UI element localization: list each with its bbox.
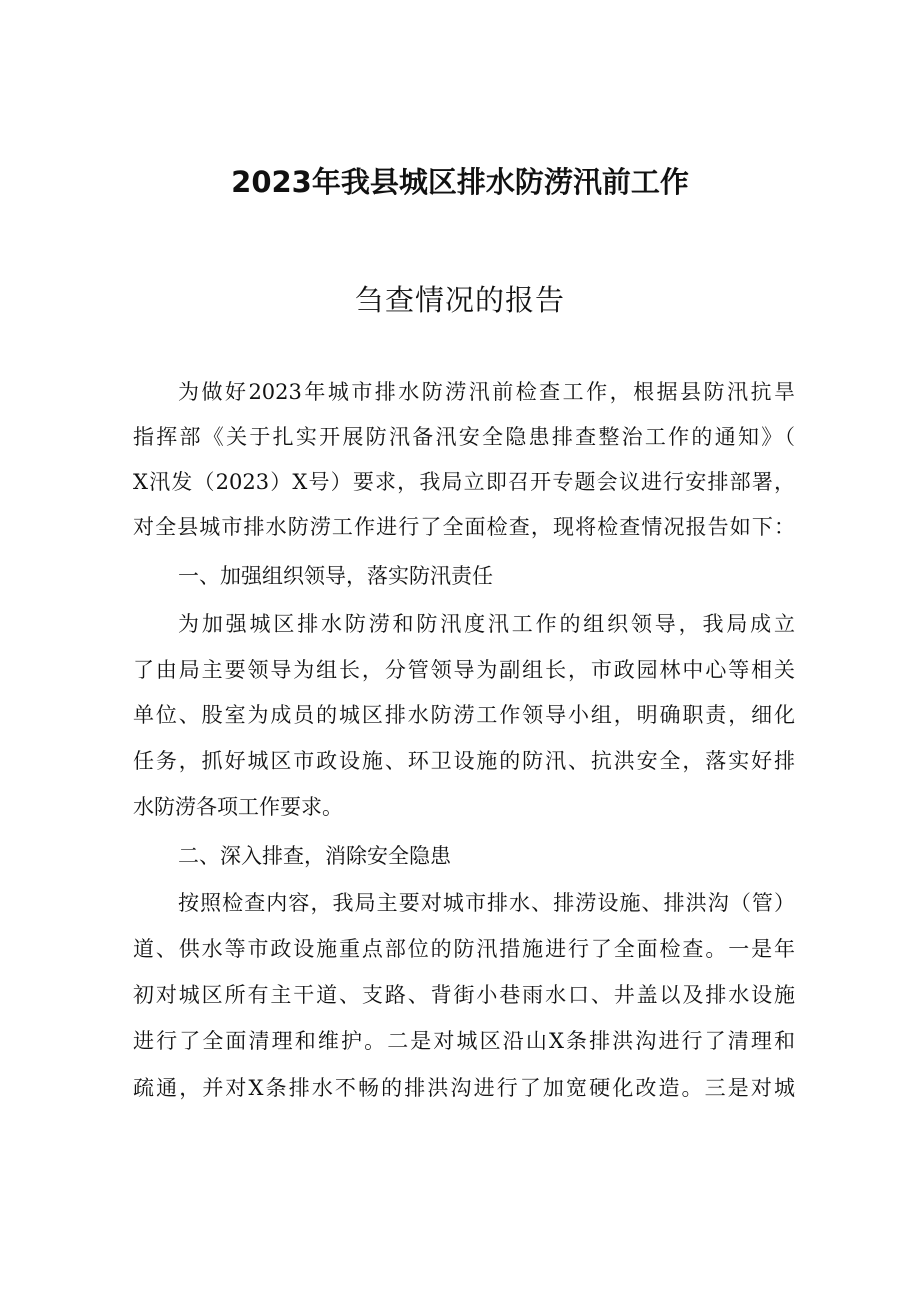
paragraph-line: 任务，抓好城区市政设施、环卫设施的防汛、抗洪安全，落实好排 xyxy=(133,749,795,773)
section-heading-2: 二、深入排查，消除安全隐患 xyxy=(178,844,451,868)
paragraph-line: X汛发（2023）X号）要求，我局立即召开专题会议进行安排部署， xyxy=(133,470,795,494)
section-heading-1: 一、加强组织领导，落实防汛责任 xyxy=(178,564,493,588)
paragraph-line: 为加强城区排水防涝和防汛度汛工作的组织领导，我局成立 xyxy=(178,612,795,636)
paragraph-line: 按照检查内容，我局主要对城市排水、排涝设施、排洪沟（管） xyxy=(178,891,795,915)
paragraph-line: 疏通，并对X条排水不畅的排洪沟进行了加宽硬化改造。三是对城 xyxy=(133,1076,795,1100)
paragraph-line: 进行了全面清理和维护。二是对城区沿山X条排洪沟进行了清理和 xyxy=(133,1029,795,1053)
document-title-line-2: 刍查情况的报告 xyxy=(354,283,565,317)
paragraph-line: 为做好2023年城市排水防涝汛前检查工作，根据县防汛抗旱 xyxy=(178,380,795,404)
paragraph-line: 水防涝各项工作要求。 xyxy=(133,795,343,819)
paragraph-line: 指挥部《关于扎实开展防汛备汛安全隐患排查整治工作的通知》（ xyxy=(133,425,795,449)
paragraph-line: 初对城区所有主干道、支路、背街小巷雨水口、井盖以及排水设施 xyxy=(133,983,795,1007)
document-title-line-1: 2023年我县城区排水防涝汛前工作 xyxy=(231,165,689,199)
paragraph-line: 单位、股室为成员的城区排水防涝工作领导小组，明确职责，细化 xyxy=(133,703,795,727)
paragraph-line: 了由局主要领导为组长，分管领导为副组长，市政园林中心等相关 xyxy=(133,658,795,682)
paragraph-line: 道、供水等市政设施重点部位的防汛措施进行了全面检查。一是年 xyxy=(133,937,795,961)
paragraph-line: 对全县城市排水防涝工作进行了全面检查，现将检查情况报告如下： xyxy=(133,515,795,539)
